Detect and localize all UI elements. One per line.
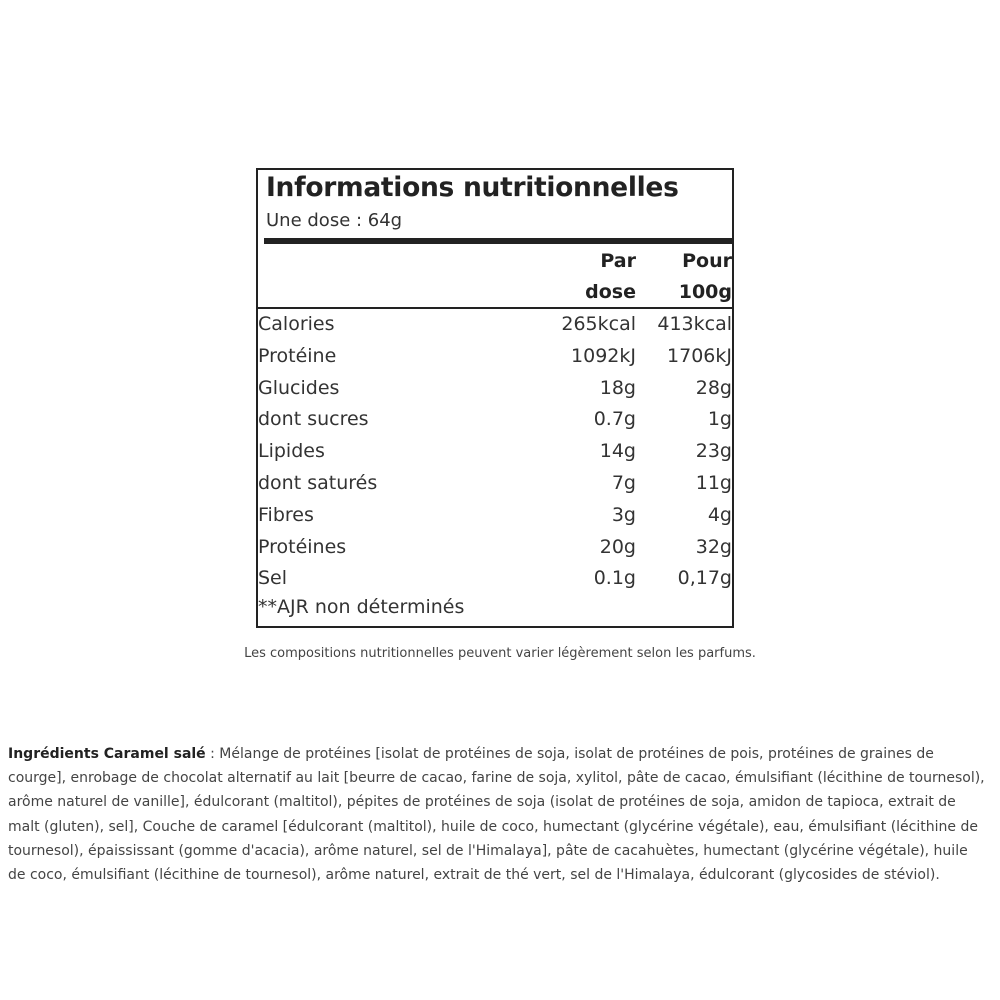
table-row: [258, 533, 732, 565]
row-value-per-100g: 4g: [707, 503, 732, 526]
row-value-per-100g: 0,17g: [677, 567, 732, 590]
row-value-per-dose: 14g: [599, 440, 636, 463]
table-row: [258, 405, 732, 437]
nutrition-facts-table: [256, 168, 734, 628]
nutrition-disclaimer: Les compositions nutritionnelles peuvent varier légèrement selon les parfums.: [244, 646, 756, 661]
row-label: Glucides: [258, 376, 340, 399]
row-value-per-dose: 7g: [611, 471, 636, 494]
row-value-per-dose: 265kcal: [561, 313, 636, 335]
row-value-per-dose: 18g: [599, 376, 636, 399]
row-label: Fibres: [258, 503, 314, 526]
column-header-per-100g-line1: Pour: [682, 250, 732, 272]
row-value-per-100g: 32g: [695, 535, 732, 558]
ingredients-paragraph: [8, 742, 988, 887]
row-value-per-100g: 1g: [707, 408, 732, 431]
row-value-per-100g: 1706kJ: [667, 344, 732, 367]
row-label: dont sucres: [258, 408, 369, 431]
column-header-per-dose: [556, 246, 636, 308]
nutrition-rows: [258, 310, 732, 596]
column-header-per-100g-line2: 100g: [678, 281, 732, 303]
row-label: dont saturés: [258, 471, 378, 494]
row-value-per-dose: 0.1g: [593, 567, 636, 590]
row-label: Protéine: [258, 344, 337, 367]
row-value-per-100g: 28g: [695, 376, 732, 399]
row-label: Calories: [258, 313, 335, 335]
table-row: [258, 564, 732, 596]
table-row: [258, 342, 732, 374]
ingredients-heading: Ingrédients Caramel salé: [8, 746, 206, 762]
footnote: **AJR non déterminés: [258, 596, 465, 618]
column-header-per-100g: [652, 246, 732, 308]
row-value-per-dose: 1092kJ: [571, 344, 636, 367]
row-label: Lipides: [258, 440, 325, 463]
table-row: [258, 437, 732, 469]
row-value-per-100g: 413kcal: [657, 313, 732, 335]
row-value-per-dose: 20g: [599, 535, 636, 558]
row-value-per-100g: 11g: [695, 471, 732, 494]
row-value-per-100g: 23g: [695, 440, 732, 463]
table-row: [258, 374, 732, 406]
column-header-per-dose-line1: Par: [600, 250, 636, 272]
row-label: Sel: [258, 567, 288, 590]
serving-size: Une dose : 64g: [266, 210, 403, 231]
table-row: [258, 501, 732, 533]
column-header-per-dose-line2: dose: [585, 281, 636, 303]
row-value-per-dose: 3g: [611, 503, 636, 526]
thin-divider: [258, 307, 732, 309]
thick-divider: [264, 238, 732, 244]
table-row: [258, 310, 732, 342]
row-value-per-dose: 0.7g: [593, 408, 636, 431]
row-label: Protéines: [258, 535, 347, 558]
table-row: [258, 469, 732, 501]
nutrition-title: Informations nutritionnelles: [266, 172, 679, 203]
ingredients-text: : Mélange de protéines [isolat de protéines de soja, isolat de protéines de pois, protéines de graines de courge], enrobage de chocolat alternatif au lait [beurre de cacao, farine de soja, xylitol, pâte de cacao, émulsifiant (lécithine de tournesol), arôme naturel de vanille], édulcorant (maltitol), pépites de protéines de soja (isolat de protéines de soja, amidon de tapioca, extrait de malt (gluten), sel], Couche de caramel [édulcorant (maltitol), huile de coco, humectant (glycérine végétale), eau, émulsifiant (lécithine de tournesol), épaississant (gomme d'acacia), arôme naturel, sel de l'Himalaya], pâte de cacahuètes, humectant (glycérine végétale), huile de coco, émulsifiant (lécithine de tournesol), arôme naturel, extrait de thé vert, sel de l'Himalaya, édulcorant (glycosides de stéviol).: [8, 746, 985, 884]
